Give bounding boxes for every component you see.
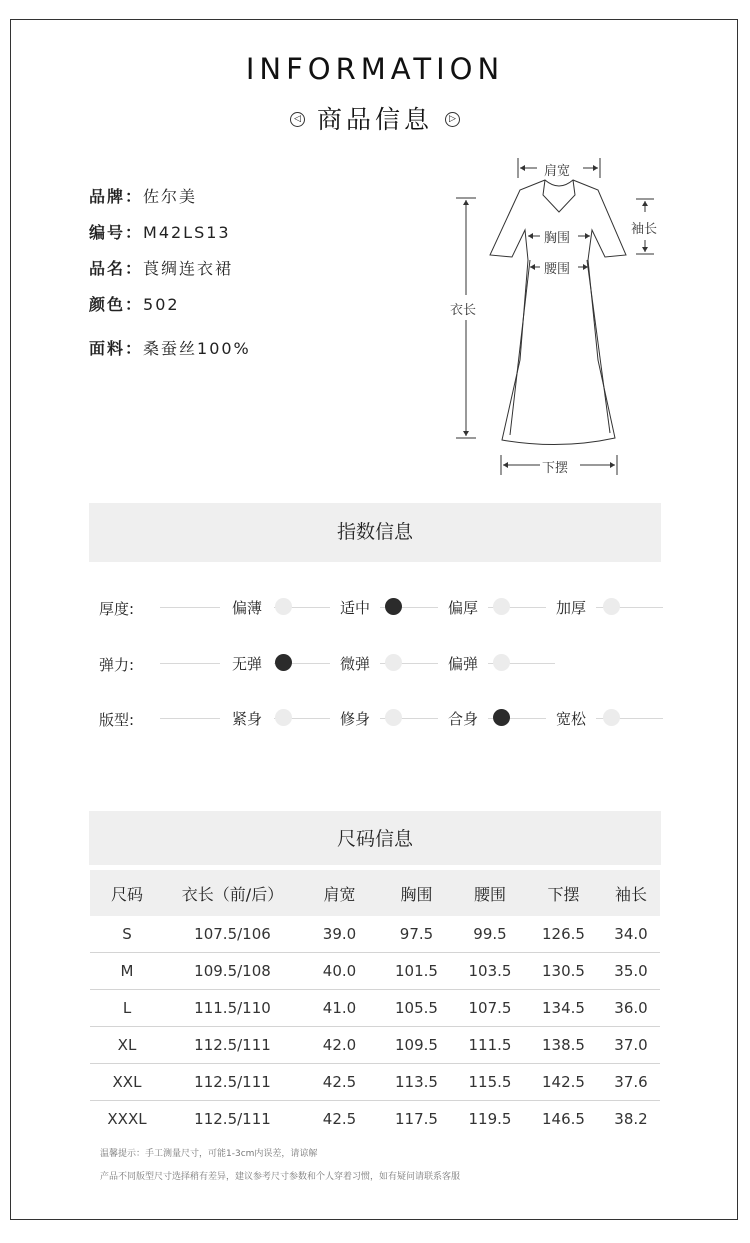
table-cell: 34.0 — [602, 916, 660, 953]
size-table-header — [90, 870, 660, 916]
option-label: 偏薄 — [220, 597, 274, 618]
info-color: 颜色：502 — [89, 295, 180, 314]
column-header: 腰围 — [455, 870, 525, 916]
table-cell: 113.5 — [378, 1064, 455, 1101]
label-length: 衣长 — [450, 303, 477, 318]
option-label: 修身 — [330, 708, 380, 729]
title-chinese — [0, 100, 750, 136]
table-cell: 109.5 — [378, 1027, 455, 1064]
table-cell: 142.5 — [525, 1064, 602, 1101]
table-cell: 35.0 — [602, 953, 660, 990]
attribute-label: 版型: — [99, 711, 135, 729]
option-dot-selected — [275, 654, 292, 671]
table-cell: 146.5 — [542, 1110, 585, 1128]
table-cell: 36.0 — [602, 990, 660, 1027]
info-fabric: 面料：桑蚕丝100% — [89, 339, 251, 358]
table-cell: 37.6 — [602, 1064, 660, 1101]
info-brand: 品牌：佐尔美 — [89, 187, 198, 206]
option-label: 合身 — [438, 708, 488, 729]
right-ornament-icon: ▷ — [445, 112, 460, 127]
option-dot — [603, 709, 620, 726]
table-cell: 105.5 — [378, 990, 455, 1027]
table-cell: 37.0 — [602, 1027, 660, 1064]
size-table — [90, 870, 660, 1137]
table-cell: 101.5 — [378, 953, 455, 990]
label-waist: 腰围 — [544, 262, 571, 277]
option-dot-selected — [493, 709, 510, 726]
option-label: 微弹 — [330, 653, 380, 674]
option-dot — [603, 598, 620, 615]
option-dot — [493, 598, 510, 615]
option-dot — [275, 598, 292, 615]
table-cell: L — [90, 990, 164, 1027]
table-cell: XXXL — [107, 1110, 147, 1128]
table-cell: 99.5 — [455, 916, 525, 953]
column-header: 胸围 — [378, 870, 455, 916]
column-header: 衣长（前/后） — [164, 870, 301, 916]
option-label: 偏厚 — [438, 597, 488, 618]
table-row — [90, 1027, 660, 1064]
table-cell: 107.5/106 — [164, 916, 301, 953]
table-cell: M — [90, 953, 164, 990]
table-cell: 119.5 — [468, 1110, 512, 1128]
note-line-2: 产品不同版型尺寸选择稍有差异，建议参考尺寸参数和个人穿着习惯，如有疑问请联系客服 — [100, 1172, 461, 1182]
index-section-title: 指数信息 — [89, 503, 661, 562]
left-ornament-icon: ◁ — [290, 112, 305, 127]
column-header: 袖长 — [602, 870, 660, 916]
option-label: 适中 — [330, 597, 380, 618]
label-chest: 胸围 — [544, 231, 571, 246]
note-line-1: 温馨提示：手工测量尺寸，可能1-3cm内误差，请谅解 — [100, 1149, 318, 1159]
table-cell: 112.5/111 — [194, 1110, 271, 1128]
table-cell: 112.5/111 — [164, 1027, 301, 1064]
table-row — [90, 1064, 660, 1101]
column-header: 下摆 — [525, 870, 602, 916]
label-shoulder: 肩宽 — [544, 164, 571, 179]
column-header: 肩宽 — [301, 870, 378, 916]
table-cell: 111.5/110 — [164, 990, 301, 1027]
table-cell: 107.5 — [455, 990, 525, 1027]
option-label: 紧身 — [220, 708, 274, 729]
table-cell: XXL — [90, 1064, 164, 1101]
table-cell: 112.5/111 — [164, 1064, 301, 1101]
option-label: 无弹 — [220, 653, 274, 674]
dress-outline-icon — [490, 180, 626, 445]
table-cell: 138.5 — [525, 1027, 602, 1064]
option-dot — [275, 709, 292, 726]
table-cell: 41.0 — [301, 990, 378, 1027]
label-sleeve: 袖长 — [631, 222, 658, 237]
table-cell: S — [90, 916, 164, 953]
option-label: 宽松 — [546, 708, 596, 729]
table-cell: 115.5 — [455, 1064, 525, 1101]
table-row — [90, 1101, 660, 1138]
column-header: 尺码 — [90, 870, 164, 916]
size-section-title: 尺码信息 — [89, 811, 661, 865]
table-cell: 40.0 — [301, 953, 378, 990]
option-dot-selected — [385, 598, 402, 615]
table-cell: 134.5 — [525, 990, 602, 1027]
table-cell: 97.5 — [378, 916, 455, 953]
table-cell: 42.5 — [301, 1064, 378, 1101]
table-cell: 111.5 — [455, 1027, 525, 1064]
option-dot — [493, 654, 510, 671]
table-cell: XL — [90, 1027, 164, 1064]
option-dot — [385, 654, 402, 671]
table-cell: 103.5 — [455, 953, 525, 990]
title-chinese-text: 商品信息 — [316, 105, 433, 134]
table-cell: 38.2 — [614, 1110, 648, 1128]
table-cell: 109.5/108 — [164, 953, 301, 990]
table-cell: 130.5 — [525, 953, 602, 990]
label-hem: 下摆 — [542, 461, 569, 476]
table-cell: 42.0 — [301, 1027, 378, 1064]
info-name: 品名：莨绸连衣裙 — [89, 259, 234, 278]
title-english: INFORMATION — [245, 52, 505, 86]
attribute-label: 弹力: — [99, 656, 135, 674]
attribute-label: 厚度: — [99, 600, 135, 618]
option-label: 偏弹 — [438, 653, 488, 674]
table-cell: 117.5 — [395, 1110, 438, 1128]
option-label: 加厚 — [546, 597, 596, 618]
table-row — [90, 990, 660, 1027]
option-dot — [385, 709, 402, 726]
table-row — [90, 953, 660, 990]
table-cell: 126.5 — [525, 916, 602, 953]
table-cell: 39.0 — [301, 916, 378, 953]
info-code: 编号：M42LS13 — [89, 223, 231, 242]
table-row — [90, 916, 660, 953]
table-cell: 42.5 — [322, 1110, 357, 1128]
